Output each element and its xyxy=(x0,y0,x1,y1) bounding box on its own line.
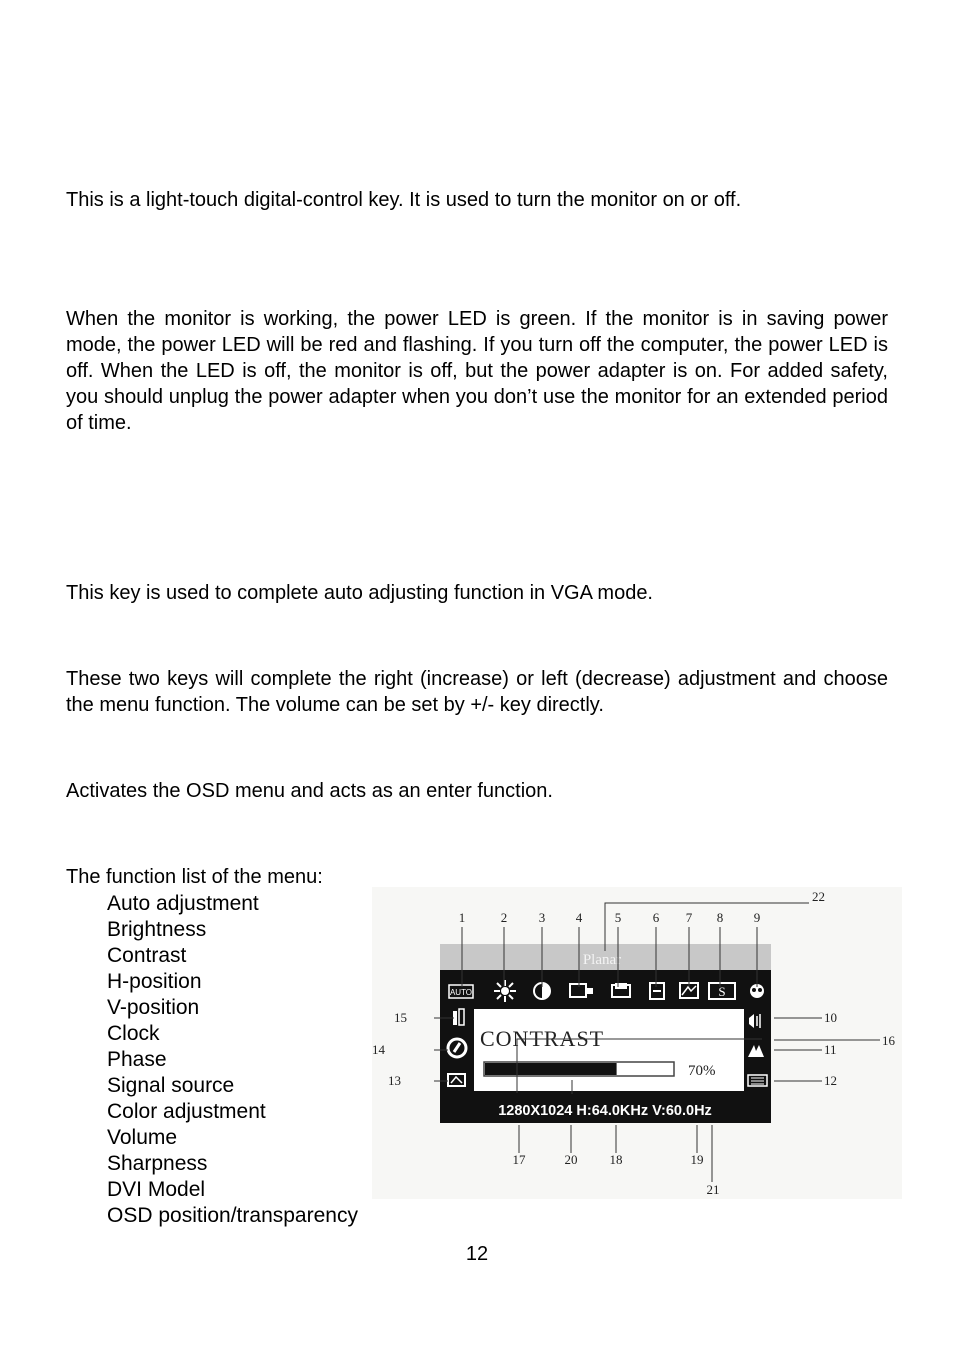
power-key-description: This is a light-touch digital-control key. It is used to turn the monitor on or off. xyxy=(66,189,742,211)
list-item: DVI Model xyxy=(107,1178,206,1201)
osd-status-line: 1280X1024 H:64.0KHz V:60.0Hz xyxy=(498,1103,712,1119)
callout-5: 5 xyxy=(614,910,622,925)
osd-item-title: CONTRAST xyxy=(480,1026,605,1051)
callout-10: 10 xyxy=(824,1010,837,1025)
callout-3: 3 xyxy=(538,910,546,925)
callout-2: 2 xyxy=(500,910,508,925)
callout-9: 9 xyxy=(753,910,761,925)
list-item: V-position xyxy=(107,996,200,1019)
callout-15: 15 xyxy=(394,1010,407,1025)
svg-text:AUTO: AUTO xyxy=(449,988,473,997)
list-item: Color adjustment xyxy=(107,1100,266,1123)
list-item: Clock xyxy=(107,1022,160,1045)
callout-8: 8 xyxy=(716,910,724,925)
menu-key-description: Activates the OSD menu and acts as an enter function. xyxy=(66,780,553,802)
callout-16: 16 xyxy=(882,1033,895,1048)
function-list-intro: The function list of the menu: xyxy=(66,866,323,888)
page-number: 12 xyxy=(465,1243,489,1265)
osd-menu-diagram xyxy=(372,887,902,1199)
callout-20: 20 xyxy=(564,1152,578,1167)
callout-7: 7 xyxy=(685,910,693,925)
brightness-icon xyxy=(494,980,516,1002)
list-item: Signal source xyxy=(107,1074,235,1097)
callout-22: 22 xyxy=(812,889,825,904)
list-item: Brightness xyxy=(107,918,207,941)
callout-17: 17 xyxy=(512,1152,526,1167)
callout-4: 4 xyxy=(575,910,583,925)
svg-text:S: S xyxy=(718,984,726,999)
list-item: Auto adjustment xyxy=(107,892,259,915)
list-item: H-position xyxy=(107,970,202,993)
auto-key-description: This key is used to complete auto adjusting function in VGA mode. xyxy=(66,582,653,604)
callout-14: 14 xyxy=(372,1042,385,1057)
plus-minus-keys-description: These two keys will complete the right (increase) or left (decrease) adjustment and choose the menu function. The volume can be set by +/- key directly. xyxy=(66,668,888,716)
list-item: OSD position/transparency xyxy=(107,1204,358,1227)
callout-13: 13 xyxy=(388,1073,401,1088)
osd-level-label: 70% xyxy=(688,1063,716,1079)
callout-6: 6 xyxy=(652,910,660,925)
list-item: Volume xyxy=(107,1126,178,1149)
callout-21: 21 xyxy=(706,1182,720,1197)
menu-function-list xyxy=(107,891,358,1229)
callout-12: 12 xyxy=(824,1073,837,1088)
callout-1: 1 xyxy=(458,910,466,925)
list-item: Sharpness xyxy=(107,1152,208,1175)
callout-11: 11 xyxy=(824,1042,837,1057)
list-item: Phase xyxy=(107,1048,167,1071)
callout-19: 19 xyxy=(690,1152,704,1167)
callout-18: 18 xyxy=(609,1152,623,1167)
list-item: Contrast xyxy=(107,944,187,967)
power-led-description: When the monitor is working, the power LED is green. If the monitor is in saving power mode, the power LED will be red and flashing. If you turn off the computer, the power LED is off. When the LED is off, the monitor is off, but the power adapter is on. For added safety, you should unplug the power adapter when you don’t use the monitor for an extended period of time. xyxy=(66,308,888,434)
osd-brand-label: Planar xyxy=(582,952,622,968)
osd-level-fill xyxy=(485,1063,617,1075)
